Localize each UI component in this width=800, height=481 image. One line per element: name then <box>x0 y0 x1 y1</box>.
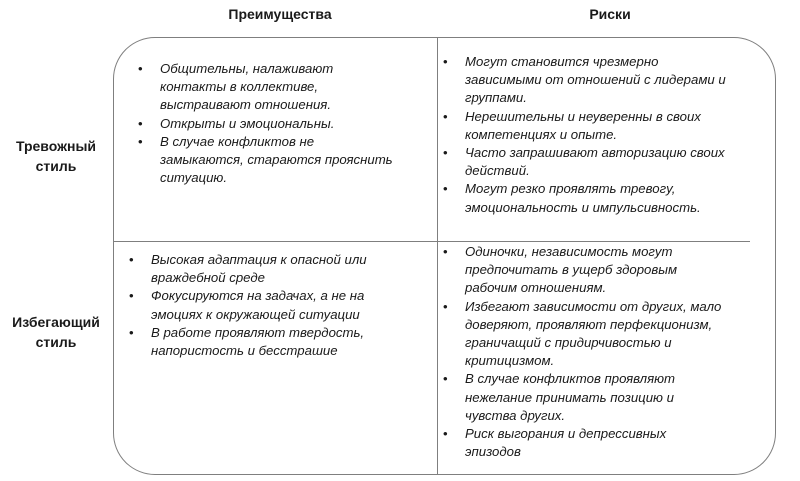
bullet-line: компетенциях и опыте. <box>465 126 618 142</box>
row-label-avoidant-style <box>0 312 112 352</box>
bullet-item <box>126 324 426 360</box>
bullet-line: зависимыми от отношений с лидерами и <box>465 72 726 88</box>
bullet-line: эмоциональность и импульсивность. <box>465 199 701 215</box>
bullet-line: выстраивают отношения. <box>160 97 332 113</box>
row-label-line: стиль <box>35 158 77 174</box>
bullet-line: доверяют, проявляют перфекционизм, <box>465 316 713 332</box>
bullet-line: • В случае конфликтов не <box>160 133 315 149</box>
row-label-anxious-style <box>0 136 112 176</box>
bullet-line: нежелание принимать позицию и <box>465 389 674 405</box>
bullet-line: • В случае конфликтов проявляют <box>465 371 676 387</box>
bullet-line: • Фокусируются на задачах, а не на <box>151 288 365 304</box>
bullet-item <box>135 133 430 188</box>
bullet-line: предпочитать в ущерб здоровым <box>465 262 677 278</box>
bullet-line: группами. <box>465 90 527 106</box>
bullet-line: • Могут резко проявлять тревогу, <box>465 181 676 197</box>
bullet-item <box>440 144 770 180</box>
bullet-line: • Высокая адаптация к опасной или <box>151 252 367 267</box>
cell-anxious-risks <box>440 53 770 217</box>
bullet-item <box>440 180 770 216</box>
bullet-line: действий. <box>465 163 530 179</box>
bullet-item <box>440 108 770 144</box>
bullet-item <box>126 287 426 323</box>
bullet-line: • Часто запрашивают авторизацию своих <box>465 145 725 161</box>
bullet-line: эпизодов <box>465 444 521 460</box>
bullet-line: • Одиночки, независимость могут <box>465 244 673 259</box>
bullet-line: • Избегают зависимости от других, мало <box>465 298 722 314</box>
bullet-line: • В работе проявляют твердость, <box>151 324 365 340</box>
bullet-line: • Могут становится чрезмерно <box>465 54 659 69</box>
bullet-item <box>440 370 770 425</box>
bullet-item <box>126 251 426 287</box>
bullet-item <box>135 60 430 115</box>
bullet-item <box>135 115 430 133</box>
row-label-line: Тревожный <box>15 138 97 154</box>
cell-avoidant-risks <box>440 243 770 461</box>
bullet-line: критицизмом. <box>465 353 555 369</box>
bullet-line: • Общительны, налаживают <box>160 61 334 76</box>
bullet-item <box>440 425 770 461</box>
bullet-item <box>440 53 770 108</box>
bullet-item <box>440 243 770 298</box>
bullet-line: эмоциях к окружающей ситуации <box>151 306 360 322</box>
bullet-line: ситуацию. <box>160 170 228 186</box>
bullet-line: рабочим отношениям. <box>465 280 607 296</box>
cell-avoidant-advantages <box>126 251 426 360</box>
bullet-line: враждебной среде <box>151 270 265 286</box>
bullet-line: • Риск выгорания и депрессивных <box>465 426 667 442</box>
bullet-line: контакты в коллективе, <box>160 79 319 95</box>
bullet-line: замыкаются, стараются прояснить <box>160 152 393 168</box>
bullet-line: напористость и бесстрашие <box>151 343 338 359</box>
vertical-divider <box>437 37 438 475</box>
column-header-advantages: Преимущества <box>228 6 332 22</box>
horizontal-divider <box>113 241 750 242</box>
cell-anxious-advantages <box>135 60 430 187</box>
bullet-line: • Нерешительны и неуверенны в своих <box>465 108 701 124</box>
row-label-line: стиль <box>35 334 77 350</box>
row-label-line: Избегающий <box>12 314 100 330</box>
bullet-line: • Открыты и эмоциональны. <box>160 115 335 131</box>
bullet-line: граничащий с придирчивостью и <box>465 335 672 351</box>
column-header-risks: Риски <box>589 6 631 22</box>
bullet-item <box>440 298 770 371</box>
bullet-line: чувства других. <box>465 407 566 423</box>
